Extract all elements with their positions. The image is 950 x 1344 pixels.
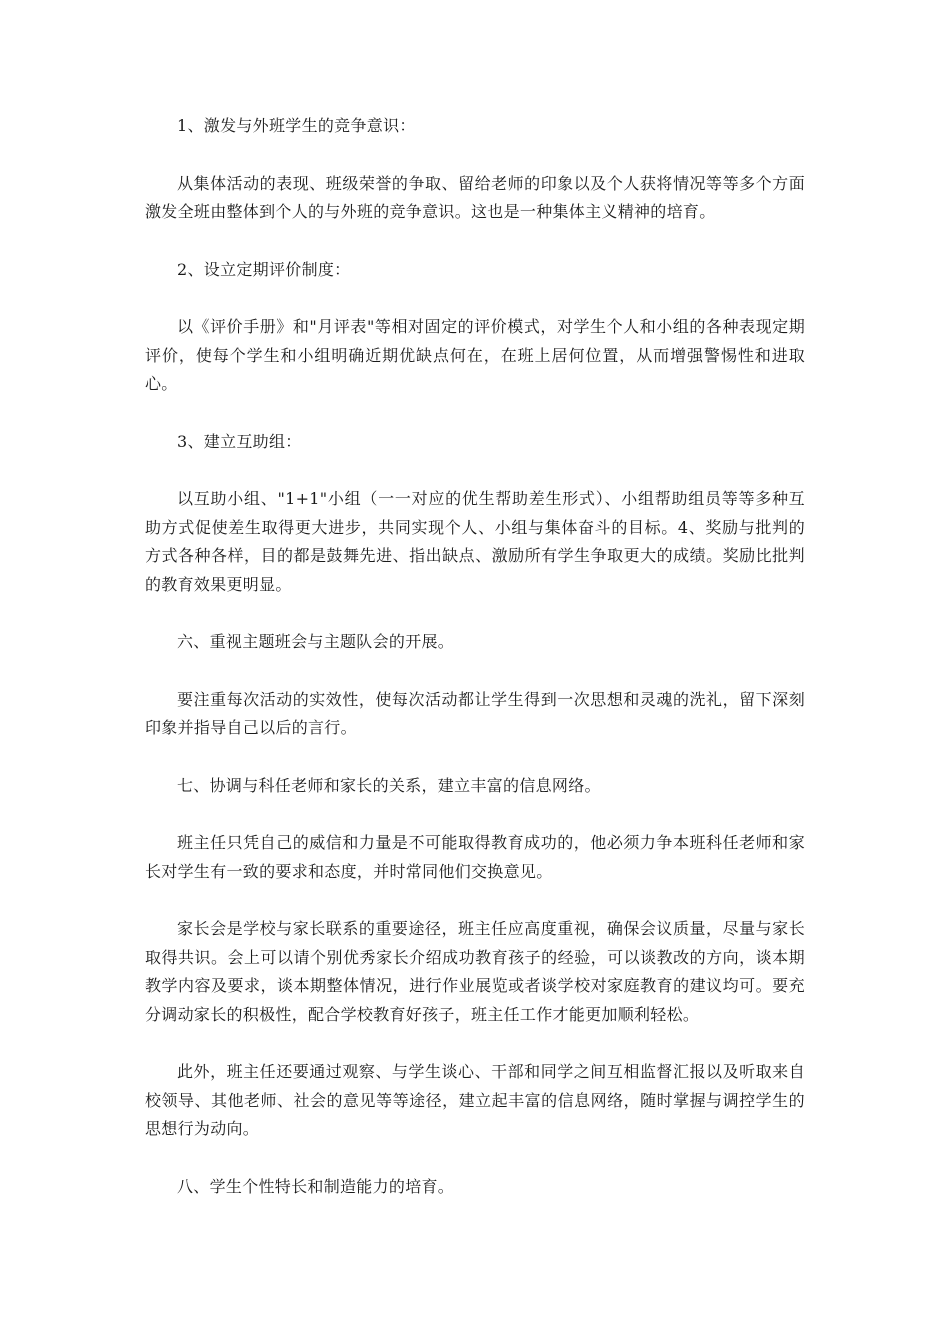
heading-section-seven: 七、协调与科任老师和家长的关系，建立丰富的信息网络。: [177, 775, 601, 795]
heading-mutual-help-groups: 3、建立互助组：: [177, 431, 302, 451]
heading-competition-awareness: 1、激发与外班学生的竞争意识：: [177, 116, 416, 135]
paragraph-parent-meetings: 家长会是学校与家长联系的重要途径，班主任应高度重视，确保会议质量，尽量与家长取得共识。会上可以请个别优秀家长介绍成功教育孩子的经验，可以谈教改的方向，谈本期教学内容及要求，谈本期整体情况，进行作业展览或者谈学校对家庭教育的建议均可。要充分调动家长的积极性，配合学校教育好孩子，班主任工作才能更加顺利轻松。: [145, 919, 805, 1024]
paragraph-evaluation-system: 以《评价手册》和"月评表"等相对固定的评价模式，对学生个人和小组的各种表现定期评价，使每个学生和小组明确近期优缺点何在，在班上居何位置，从而增强警惕性和进取心。: [145, 317, 805, 393]
heading-evaluation-system: 2、设立定期评价制度：: [177, 259, 351, 279]
paragraph-teachers-and-parents: 班主任只凭自己的威信和力量是不可能取得教育成功的，他必须力争本班科任老师和家长对学生有一致的要求和态度，并时常同他们交换意见。: [145, 833, 805, 881]
paragraph-mutual-help-groups: 以互助小组、"1+1"小组（一一对应的优生帮助差生形式）、小组帮助组员等等多种互助方式促使差生取得更大进步，共同实现个人、小组与集体奋斗的目标。4、奖励与批判的方式各种各样，目的都是鼓舞先进、指出缺点、激励所有学生争取更大的成绩。奖励比批判的教育效果更明显。: [145, 489, 805, 594]
paragraph-information-network: 此外，班主任还要通过观察、与学生谈心、干部和同学之间互相监督汇报以及听取来自校领导、其他老师、社会的意见等等途径，建立起丰富的信息网络，随时掌握与调控学生的思想行为动向。: [145, 1062, 805, 1138]
paragraph-competition-awareness: 从集体活动的表现、班级荣誉的争取、留给老师的印象以及个人获将情况等等多个方面激发全班由整体到个人的与外班的竞争意识。这也是一种集体主义精神的培育。: [145, 173, 805, 221]
paragraph-section-six: 要注重每次活动的实效性，使每次活动都让学生得到一次思想和灵魂的洗礼，留下深刻印象并指导自己以后的言行。: [145, 689, 805, 737]
document-body: [145, 112, 805, 1230]
heading-section-six: 六、重视主题班会与主题队会的开展。: [177, 632, 455, 651]
heading-section-eight: 八、学生个性特长和制造能力的培育。: [177, 1176, 455, 1196]
